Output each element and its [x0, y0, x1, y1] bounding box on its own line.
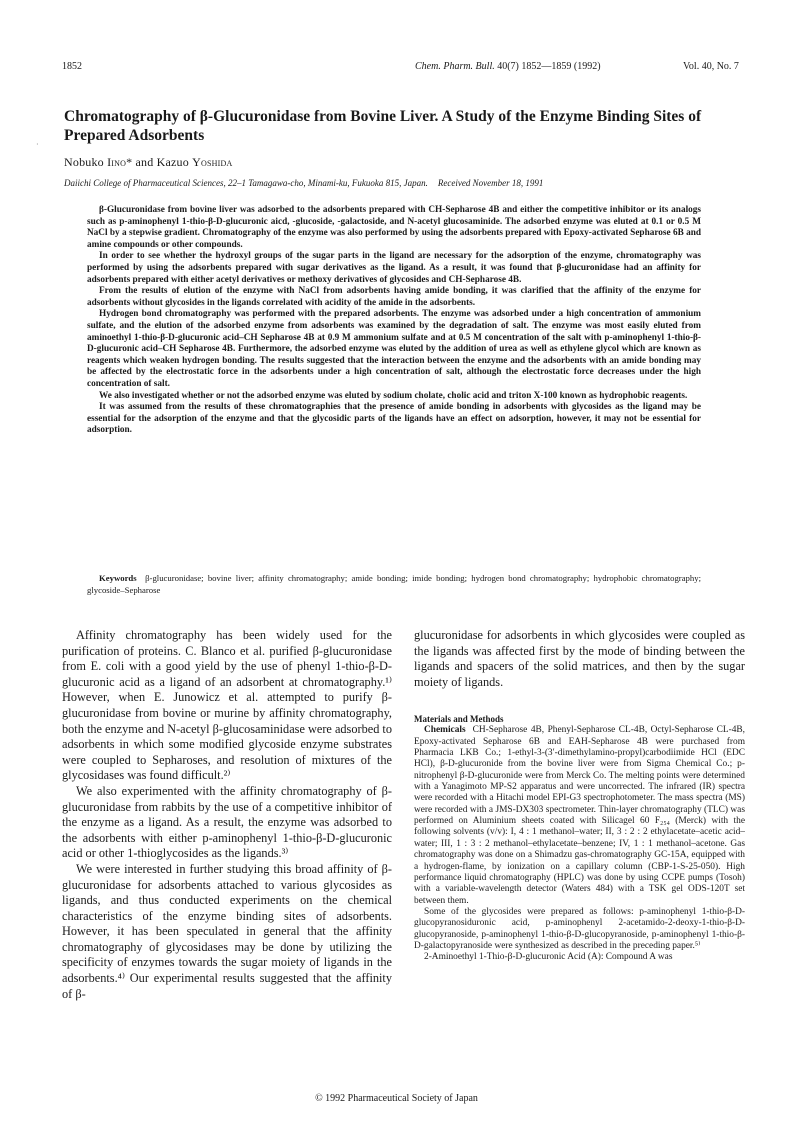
abstract-paragraph: We also investigated whether or not the adsorbed enzyme was eluted by sodium cholate, cholic acid and triton X-100 known as hydrophobic reagents.: [99, 390, 688, 401]
methods-text: [414, 725, 745, 963]
author-1-given-name: Nobuko: [64, 155, 108, 169]
chemicals-text: CH-Sepharose 4B, Phenyl-Sepharose CL-4B, Octyl-Sepharose CL-4B, Epoxy-activated Sepharose 6B and EAH-Sepharose 4B were purchased from Pharmacia LKB Co.; 1-ethyl-3-(3′-dimethylamino-propyl)carbodiimide HCl (EDC HCl), β-D-glucuronide from the bovine liver were from Sigma Chemical Co.; p-nitrophenyl β-D-glucuronide were from Merck Co. The melting points were determined with a Yanagimoto MP-S2 apparatus and were uncorrected. The infrared (IR) spectra were recorded with a Hitachi model EPI-G3 spectrophotometer. The mass spectra (MS) were recorded with a JMS-DX303 spectrometer. Thin-layer chromatography (TLC) was performed on Aluminium sheets coated with Silicagel 60 F₂₅₄ (Merck) with the following solvents (v/v): I, 4 : 1 methanol–water; II, 3 : 2 : 2 ethylacetate–acetic acid–water; III, 1 : 3 : 2 methanol–ethylacetate–benzene; IV, 1 : 1 methanol–acetone. Gas chromatography was done on a Shimadzu gas-chromatography GC-15A, equipped with a hydrogen-flame, by ionization on a capillary column (CBP-1-S-25-050). High performance liquid chromatography (HPLC) was done by using CCPE pumps (Tosoh) with a variable-wavelength detector (Waters 484) with a TSK gel ODS-120T set between them.: [414, 725, 746, 906]
copyright-notice: © 1992 Pharmaceutical Society of Japan: [315, 1093, 478, 1104]
intro-paragraph: We also experimented with the affinity chromatography of β-glucuronidase from rabbits by the use of a competitive inhibitor of the enzyme as a ligand. As a result, the enzyme was adsorbed to the adsorbents with either p-aminophenyl 1-thio-β-D-glucuronic acid or other 1-thioglycosides as the ligands.³⁾: [62, 783, 392, 861]
citation-details: 40(7) 1852—1859 (1992): [497, 61, 601, 72]
page-number: 1852: [62, 61, 82, 72]
author-2-given-name: Kazuo: [156, 155, 193, 169]
right-column: [414, 628, 745, 964]
article-title: Chromatography of β-Glucuronidase from Bovine Liver. A Study of the Enzyme Binding Sites of Prepared Adsorbents: [64, 108, 702, 144]
abstract: [87, 205, 701, 437]
margin-mark: ·: [36, 140, 39, 149]
abstract-paragraph: In order to see whether the hydroxyl groups of the sugar parts in the ligand are necessary for the adsorption of the enzyme, chromatography was performed by using the adsorbents prepared with sugar derivatives as the ligand. As a result, it was found that β-glucuronidase had an affinity for adsorbents prepared with either acetyl derivatives or methoxy derivatives of glycosides and CH-Sepharose 4B.: [87, 251, 701, 285]
abstract-paragraph: β-Glucuronidase from bovine liver was adsorbed to the adsorbents prepared with CH-Sepharose 4B and either the competitive inhibitor or its analogs such as p-aminophenyl 1-thio-β-D-glucuronic aicd, -glucoside, -galactoside, and N-acetyl glucosaminide. The adsorbed enzyme was eluted at 0.1 or 0.5 M NaCl by a stepwise gradient. Chromatography of the enzyme was also performed by using the adsorbents prepared with Epoxy-activated Sepharose 6B and amine compounds or other compounds.: [87, 205, 701, 250]
volume-issue: Vol. 40, No. 7: [683, 61, 739, 72]
author-list: [64, 155, 232, 170]
chemicals-label: Chemicals: [424, 725, 466, 736]
abstract-paragraph: From the results of elution of the enzyme with NaCl from adsorbents having amide bonding, it was clarified that the affinity of the enzyme for adsorbents without glycosides in the ligands correlated with acidity of the amide in the adsorbents.: [87, 286, 701, 308]
received-date: Received November 18, 1991: [437, 178, 544, 188]
author-2-family-name: Yoshida: [192, 155, 233, 169]
abstract-paragraph: It was assumed from the results of these chromatographies that the presence of amide bonding in adsorbents with glycosides as the ligand may be essential for the adsorption of the enzyme and that the glycosidic parts of the ligands have an effect on adsorption, however, it may not be essential for adsorption.: [87, 402, 701, 436]
keywords-list: β-glucuronidase; bovine liver; affinity chromatography; amide bonding; imide bonding; hydrogen bond chromatography; hydrophobic chromatography; glycoside–Sepharose: [87, 573, 702, 595]
journal-citation: [415, 61, 601, 72]
methods-paragraph: 2-Aminoethyl 1-Thio-β-D-glucuronic Acid (A): Compound A was: [424, 952, 673, 963]
intro-continuation: glucuronidase for adsorbents in which glycosides were coupled as the ligands was affected first by the mode of binding between the ligands and spacers of the solid matrices, and then by the sugar moiety of ligands.: [414, 628, 745, 689]
affiliation-line: [64, 178, 754, 188]
intro-paragraph: We were interested in further studying this broad affinity of β-glucuronidase for adsorbents attached to various glycosides as ligands, and thus conducted experiments on the chemical characteristics of the enzyme binding sites of adsorbents. However, it has been speculated in general that the affinity chromatography of glycosidases may be done by utilizing the specificity of enzymes towards the sugar moiety of ligands in the adsorbents.⁴⁾ Our experimental results suggested that the affinity of β-: [62, 861, 392, 1001]
methods-paragraph: Some of the glycosides were prepared as follows: p-aminophenyl 1-thio-β-D-glucopyranosiduronic acid, p-aminophenyl 2-acetamido-2-deoxy-1-thio-β-D-glucopyranoside, p-aminophenyl 1-thio-β-D-glucopyranoside, p-aminophenyl 1-thio-β-D-galactopyranoside were synthesized as described in the preceding paper.⁵⁾: [414, 906, 745, 951]
left-column: [62, 628, 392, 1002]
abstract-paragraph: Hydrogen bond chromatography was performed with the prepared adsorbents. The enzyme was adsorbed under a high concentration of ammonium sulfate, and the elution of the adsorbed enzyme from adsorbents was examined by the degradation of salt. The enzyme was most easily eluted from aminoethyl 1-thio-β-D-glucuronic acid–CH Sepharose 4B at 0.9 M ammonium sulfate and at 0.5 M concentration of the salt with p-aminophenyl 1-thio-β-D-glucuronic acid–CH Sepharose 4B. Furthermore, the adsorbed enzyme was eluted by the addition of urea as well as ethylene glycol which are known as reagents which weaken hydrogen bonding. The results suggested that the interaction between the enzyme and the adsorbents with an amide bonding may be affected by the electrostatic force in the adsorbents under a high concentration of salt, although the electrostatic force decreases under the high concentration of salt.: [87, 309, 701, 389]
chemicals-paragraph: [414, 725, 745, 907]
affiliation: Daiichi College of Pharmaceutical Sciences, 22–1 Tamagawa-cho, Minami-ku, Fukuoka 815, Japan.: [64, 178, 428, 188]
keywords-block: [87, 573, 701, 596]
journal-name: Chem. Pharm. Bull.: [415, 61, 495, 72]
intro-paragraph: Affinity chromatography has been widely used for the purification of proteins. C. Blanco et al. purified β-glucuronidase from E. coli with a good yield by the use of phenyl 1-thio-β-D-glucuronic acid as a ligand of an adsorbent at chromatography.¹⁾ However, when E. Junowicz et al. attempted to purify β-glucuronidase from bovine or murine by affinity chromatography, both the enzyme and N-acetyl β-glucosaminidase were adsorbed to adsorbents in which some modified glycoside enzyme substrates were coupled to Sepharoses, and resolution of mixtures of the glycosidases was found difficult.²⁾: [62, 628, 392, 783]
keywords-label: Keywords: [99, 573, 137, 583]
corresponding-author-mark: *: [126, 155, 133, 169]
author-conjunction: and: [132, 155, 157, 169]
section-heading-materials-methods: Materials and Methods: [414, 714, 504, 725]
author-1-family-name: Iino: [107, 155, 127, 169]
